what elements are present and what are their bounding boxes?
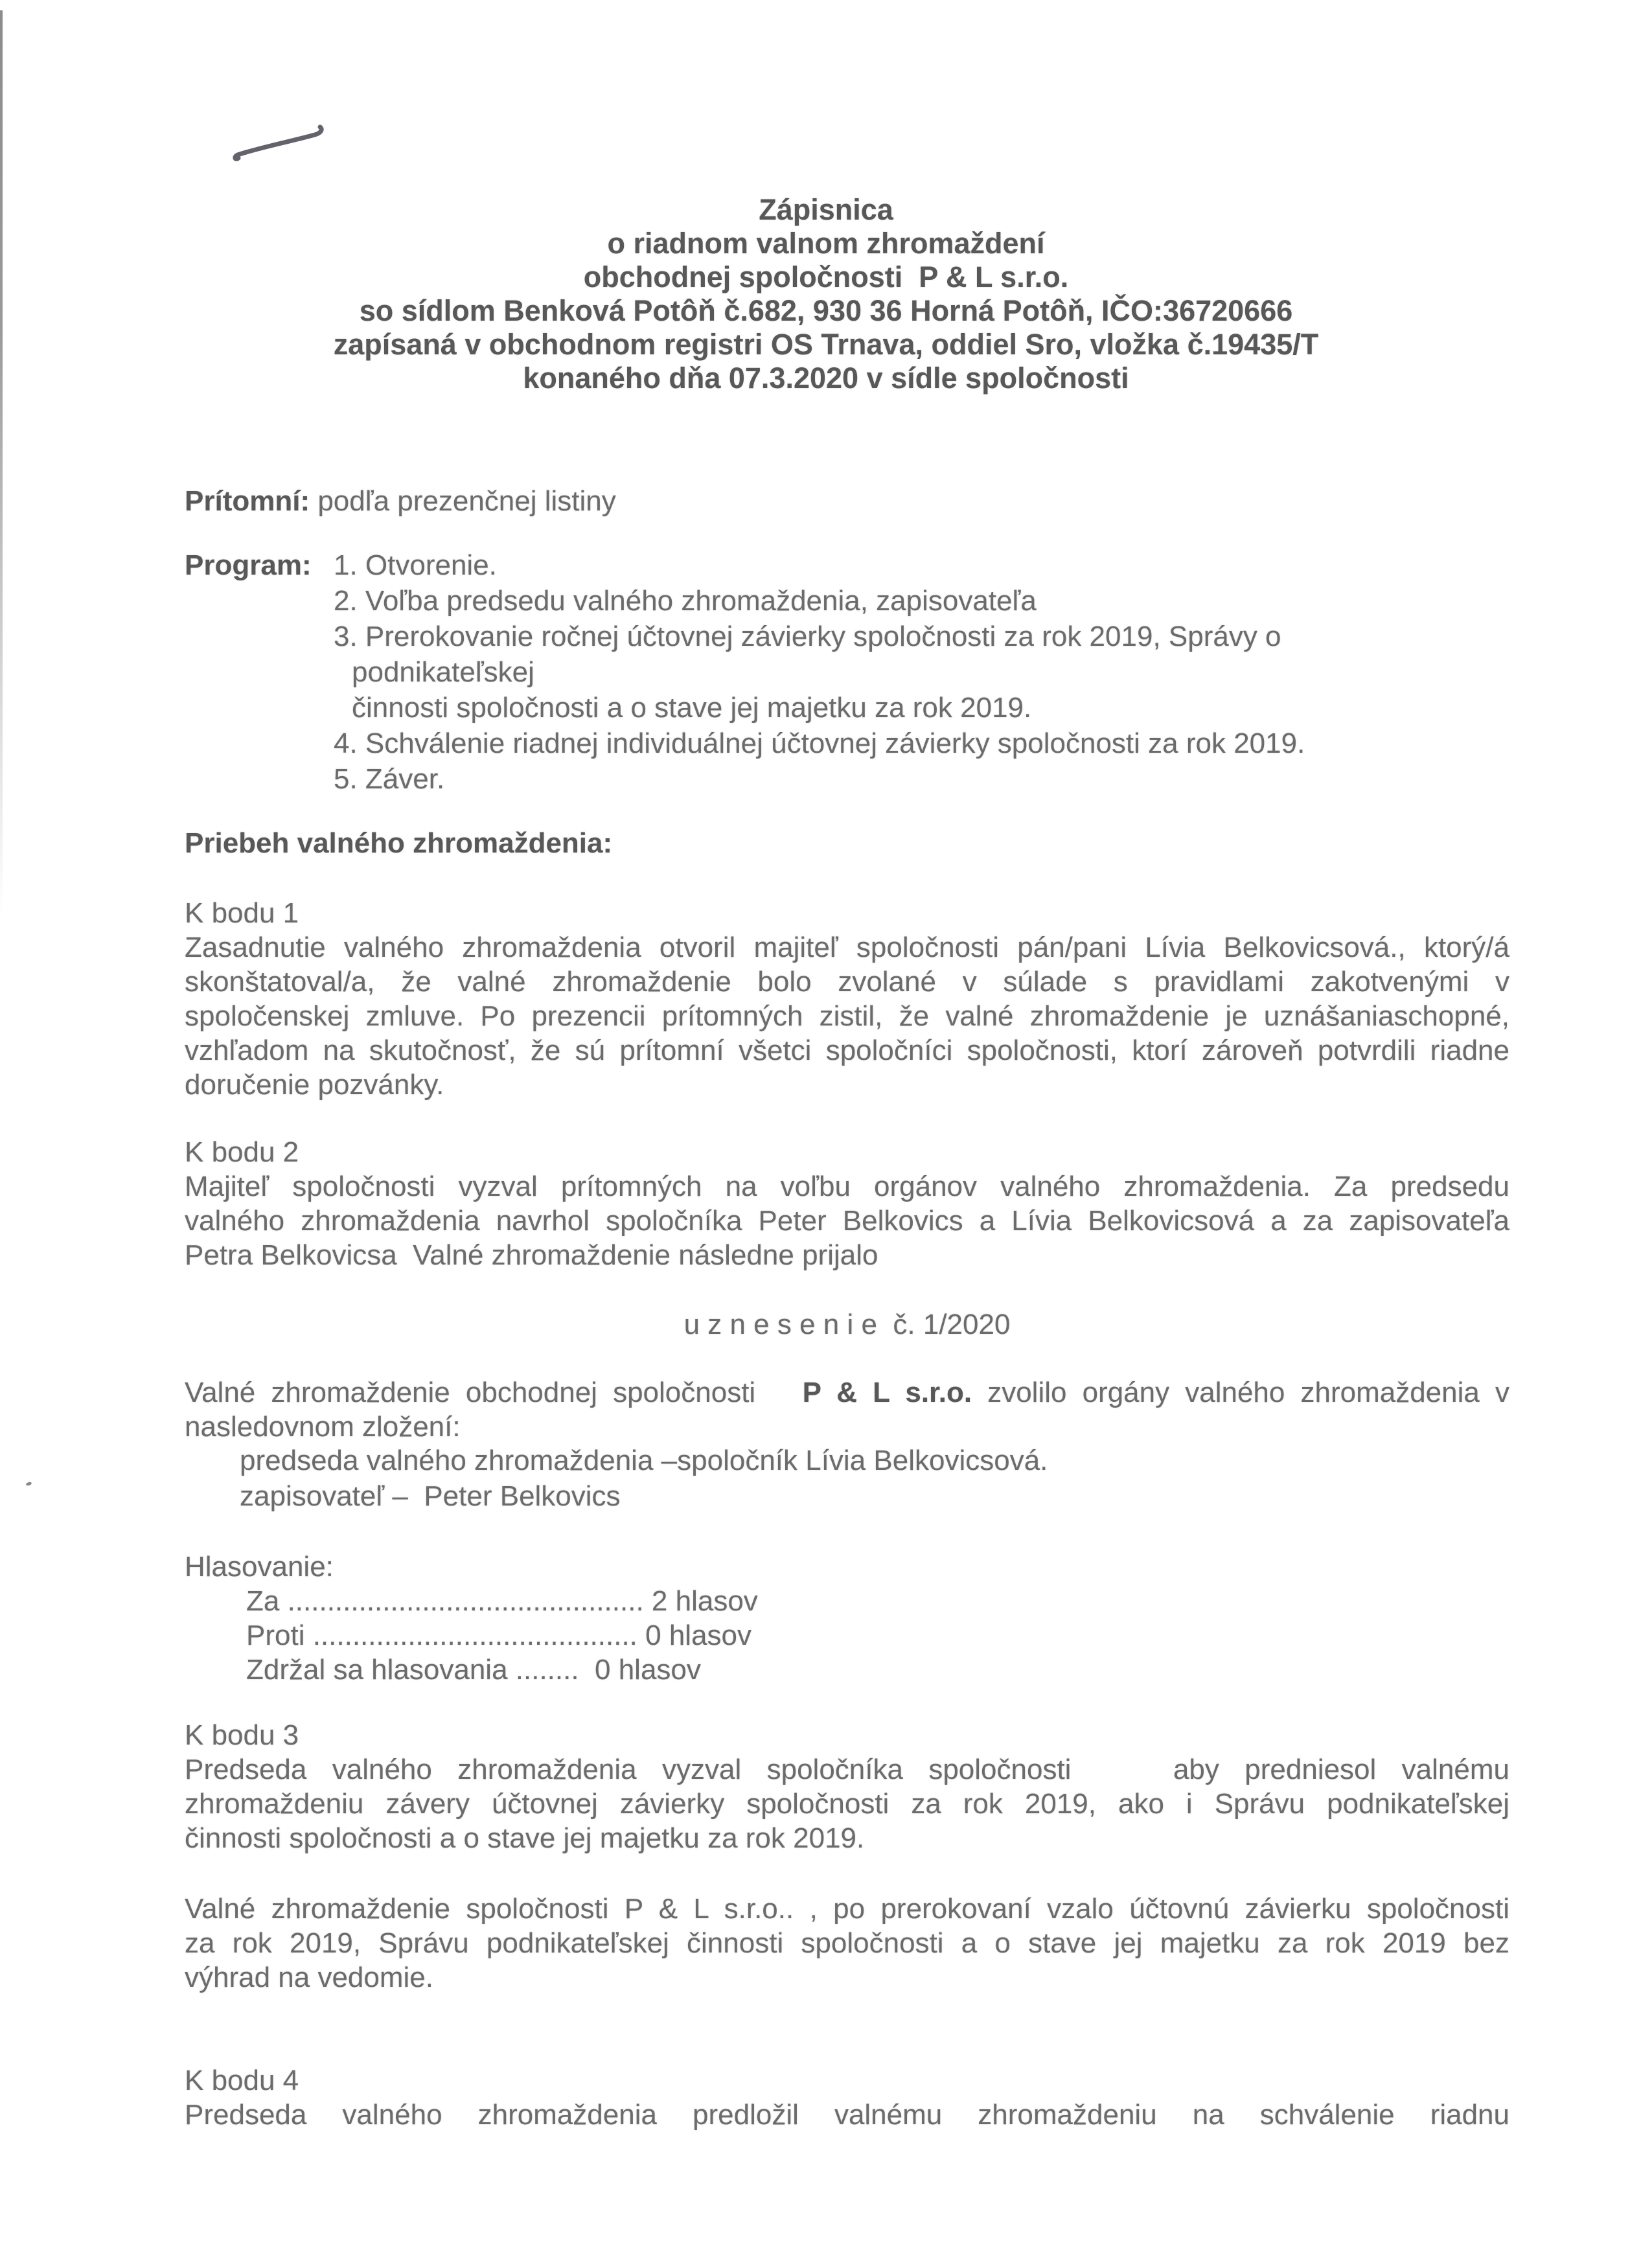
doc-subtitle-date: konaného dňa 07.3.2020 v sídle spoločnosti	[523, 361, 1129, 395]
section-heading: K bodu 3	[185, 1719, 299, 1751]
resolution-line-1	[185, 1375, 1509, 1410]
section-k-bodu-4	[185, 2063, 1509, 2132]
paragraph-line: Zasadnutie valného zhromaždenia otvoril majiteľ spoločnosti pán/pani Lívia Belkovicsová., ktorý/á	[185, 932, 1509, 963]
agenda-items	[334, 547, 1509, 797]
voting-section	[185, 1550, 1509, 1687]
resolution-line-2: nasledovnom zložení:	[185, 1411, 461, 1443]
paragraph-line: valného zhromaždenia navrhol spoločníka Peter Belkovics a Lívia Belkovicsová a za zapisovateľa	[185, 1205, 1509, 1237]
doc-title: Zápisnica	[759, 193, 893, 226]
role-chairman: predseda valného zhromaždenia –spoločník Lívia Belkovicsová.	[240, 1445, 1048, 1476]
paragraph-line: činnosti spoločnosti a o stave jej majetku za rok 2019.	[185, 1822, 865, 1854]
resolution-text-pre: Valné zhromaždenie obchodnej spoločnosti	[185, 1377, 803, 1408]
doc-subtitle-meeting: o riadnom valnom zhromaždení	[607, 227, 1045, 260]
resolution-roles	[185, 1443, 1509, 1514]
voting-row-against: Proti ......................................... 0 hlasov	[246, 1620, 752, 1651]
paragraph-line: Petra Belkovicsa Valné zhromaždenie následne prijalo	[185, 1239, 878, 1271]
doc-subtitle-registry: zapísaná v obchodnom registri OS Trnava, oddiel Sro, vložka č.19435/T	[333, 328, 1319, 361]
section-k-bodu-3-paragraph-2	[185, 1892, 1509, 1995]
voting-row-abstained: Zdržal sa hlasovania ........ 0 hlasov	[246, 1654, 701, 1686]
doc-subtitle-address: so sídlom Benková Potôň č.682, 930 36 Horná Potôň, IČO:36720666	[359, 294, 1293, 327]
proceedings-heading: Priebeh valného zhromaždenia:	[185, 827, 613, 859]
ink-dot-artifact	[25, 1482, 32, 1487]
agenda-label: Program:	[185, 549, 312, 581]
paragraph-line: doručenie pozvánky.	[185, 1069, 444, 1101]
paragraph-line: spoločenskej zmluve. Po prezencii prítomných zistil, že valné zhromaždenie je uznášaniaschopné,	[185, 1000, 1509, 1032]
paragraph-line: Valné zhromaždenie spoločnosti P & L s.r.o.. , po prerokovaní vzalo účtovnú závierku spoločnosti	[185, 1893, 1509, 1925]
paragraph-line: zhromaždeniu závery účtovnej závierky spoločnosti za rok 2019, ako i Správu podnikateľskej	[185, 1788, 1509, 1820]
resolution-text-post: zvolilo orgány valného zhromaždenia v	[972, 1377, 1509, 1408]
pen-stroke-mark	[232, 124, 336, 166]
paragraph-line: skonštatoval/a, že valné zhromaždenie bolo zvolané v súlade s pravidlami zakotvenými v	[185, 966, 1509, 998]
scan-edge-artifact	[0, 10, 3, 917]
agenda-section	[185, 547, 1509, 797]
voting-label: Hlasovanie:	[185, 1551, 334, 1583]
agenda-item-3: 3. Prerokovanie ročnej účtovnej závierky spoločnosti za rok 2019, Správy o	[334, 621, 1281, 652]
attendees-row	[185, 484, 1509, 518]
section-heading: K bodu 4	[185, 2065, 299, 2096]
agenda-item-5: 5. Záver.	[334, 763, 445, 795]
agenda-item-2: 2. Voľba predsedu valného zhromaždenia, zapisovateľa	[334, 585, 1037, 617]
voting-rows	[246, 1584, 1509, 1687]
paragraph-line: Predseda valného zhromaždenia predložil valnému zhromaždeniu na schválenie riadnu	[185, 2099, 1509, 2131]
voting-row-for: Za ............................................. 2 hlasov	[246, 1585, 758, 1617]
section-k-bodu-1	[185, 896, 1509, 1102]
doc-subtitle-company: obchodnej spoločnosti P & L s.r.o.	[583, 260, 1069, 293]
attendees-label: Prítomní:	[185, 485, 310, 517]
paragraph-line: Predseda valného zhromaždenia vyzval spoločníka spoločnosti aby predniesol valnému	[185, 1754, 1509, 1785]
company-name-bold: P & L s.r.o.	[802, 1377, 972, 1408]
document-header	[130, 193, 1522, 395]
attendees-value: podľa prezenčnej listiny	[310, 485, 616, 517]
resolution-paragraph	[185, 1375, 1509, 1444]
agenda-item-4: 4. Schválenie riadnej individuálnej účtovnej závierky spoločnosti za rok 2019.	[334, 727, 1305, 759]
agenda-item-1: 1. Otvorenie.	[334, 549, 497, 581]
section-heading: K bodu 1	[185, 897, 299, 929]
paragraph-line: vzhľadom na skutočnosť, že sú prítomní všetci spoločníci spoločnosti, ktorí zároveň potvrdili riadne	[185, 1035, 1509, 1066]
role-recorder: zapisovateľ – Peter Belkovics	[240, 1480, 621, 1512]
section-heading: K bodu 2	[185, 1136, 299, 1168]
agenda-item-3-continuation: podnikateľskej	[352, 656, 534, 688]
section-k-bodu-2	[185, 1135, 1509, 1272]
section-k-bodu-3	[185, 1718, 1509, 1855]
paragraph-line: Majiteľ spoločnosti vyzval prítomných na voľbu orgánov valného zhromaždenia. Za predsedu	[185, 1171, 1509, 1202]
paragraph-line: za rok 2019, Správu podnikateľskej činnosti spoločnosti a o stave jej majetku za rok 2019 bez	[185, 1927, 1509, 1959]
paragraph-line: výhrad na vedomie.	[185, 1962, 433, 1993]
resolution-title: u z n e s e n i e č. 1/2020	[683, 1309, 1011, 1340]
agenda-item-3-continuation: činnosti spoločnosti a o stave jej majetku za rok 2019.	[352, 692, 1032, 724]
